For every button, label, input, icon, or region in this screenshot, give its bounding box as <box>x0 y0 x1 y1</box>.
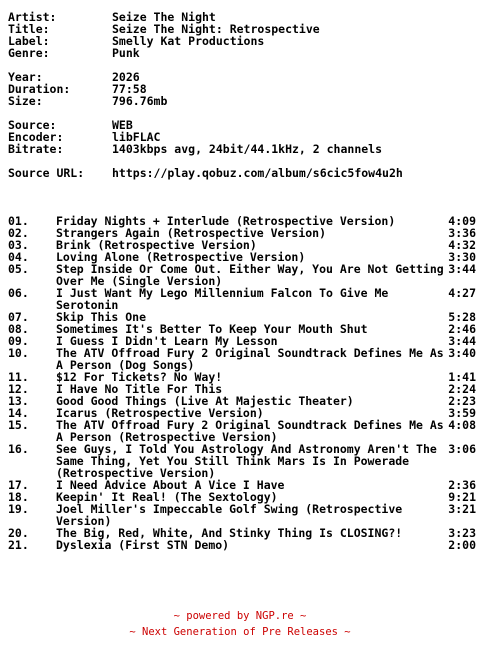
track-title: I Have No Title For This <box>56 382 223 396</box>
track-number: 15. <box>8 418 29 432</box>
track-title: Joel Miller's Impeccable Golf Swing (Retrospective Version) <box>56 502 403 528</box>
metadata-key: Title: <box>8 22 50 36</box>
metadata-value: 2026 <box>112 70 140 84</box>
metadata-key: Encoder: <box>8 130 64 144</box>
track-number: 10. <box>8 346 29 360</box>
track-row <box>8 419 476 443</box>
track-duration: 3:44 <box>448 262 476 276</box>
track-title: Loving Alone (Retrospective Version) <box>56 250 306 264</box>
metadata-row <box>8 47 476 59</box>
metadata-value: libFLAC <box>112 130 161 144</box>
track-number: 19. <box>8 502 29 516</box>
spacer <box>8 59 476 71</box>
track-title: Good Good Things (Live At Majestic Theater) <box>56 394 354 408</box>
track-title: The ATV Offroad Fury 2 Original Soundtrack Defines Me As A Person (Retrospective Version) <box>56 418 444 444</box>
nfo-document <box>8 11 476 551</box>
track-title: Strangers Again (Retrospective Version) <box>56 226 327 240</box>
track-duration: 3:59 <box>448 406 476 420</box>
track-number: 05. <box>8 262 29 276</box>
track-title: The Big, Red, White, And Stinky Thing Is CLOSING?! <box>56 526 403 540</box>
track-duration: 2:36 <box>448 478 476 492</box>
metadata-key: Duration: <box>8 82 71 96</box>
source-url-key: Source URL: <box>8 166 85 180</box>
metadata-key: Size: <box>8 94 43 108</box>
track-number: 09. <box>8 334 29 348</box>
track-row <box>8 347 476 371</box>
source-url-value[interactable]: https://play.qobuz.com/album/s6cic5fow4u2h <box>112 166 403 180</box>
track-row <box>8 263 476 287</box>
track-number: 06. <box>8 286 29 300</box>
metadata-row <box>8 119 476 131</box>
metadata-value: 77:58 <box>112 82 147 96</box>
track-row <box>8 503 476 527</box>
metadata-row <box>8 95 476 107</box>
track-duration: 3:23 <box>448 526 476 540</box>
metadata-value: 1403kbps avg, 24bit/44.1kHz, 2 channels <box>112 142 383 156</box>
spacer <box>8 191 476 203</box>
metadata-block-2 <box>8 71 476 107</box>
metadata-row <box>8 143 476 155</box>
track-number: 21. <box>8 538 29 552</box>
metadata-key: Label: <box>8 34 50 48</box>
track-duration: 2:24 <box>448 382 476 396</box>
track-title: I Need Advice About A Vice I Have <box>56 478 285 492</box>
metadata-value: WEB <box>112 118 133 132</box>
track-duration: 3:21 <box>448 502 476 516</box>
footer-line-1 <box>0 608 480 624</box>
spacer <box>8 107 476 119</box>
track-duration: 1:41 <box>448 370 476 384</box>
footer <box>0 608 480 640</box>
metadata-value: Smelly Kat Productions <box>112 34 265 48</box>
track-number: 07. <box>8 310 29 324</box>
track-title: Brink (Retrospective Version) <box>56 238 257 252</box>
track-title: I Guess I Didn't Learn My Lesson <box>56 334 278 348</box>
track-duration: 5:28 <box>448 310 476 324</box>
track-number: 12. <box>8 382 29 396</box>
track-number: 17. <box>8 478 29 492</box>
metadata-row <box>8 71 476 83</box>
track-row <box>8 539 476 551</box>
track-title: $12 For Tickets? No Way! <box>56 370 223 384</box>
spacer <box>8 179 476 191</box>
ngp-link[interactable]: NGP.re <box>255 610 294 622</box>
metadata-key: Source: <box>8 118 57 132</box>
metadata-value: Seize The Night <box>112 10 216 24</box>
track-title: Friday Nights + Interlude (Retrospective Version) <box>56 214 396 228</box>
track-title: See Guys, I Told You Astrology And Astronomy Aren't The Same Thing, Yet You Still Think Mars Is In Powerade (Retrospective Version) <box>56 442 437 480</box>
track-duration: 3:40 <box>448 346 476 360</box>
track-duration: 4:27 <box>448 286 476 300</box>
track-number: 14. <box>8 406 29 420</box>
track-duration: 9:21 <box>448 490 476 504</box>
track-row <box>8 287 476 311</box>
track-number: 02. <box>8 226 29 240</box>
track-number: 01. <box>8 214 29 228</box>
footer-suffix: ~ <box>293 610 307 622</box>
track-duration: 3:44 <box>448 334 476 348</box>
track-duration: 3:06 <box>448 442 476 456</box>
track-title: Keepin' It Real! (The Sextology) <box>56 490 278 504</box>
metadata-block <box>8 11 476 59</box>
track-duration: 4:09 <box>448 214 476 228</box>
track-title: Step Inside Or Come Out. Either Way, You Are Not Getting Over Me (Single Version) <box>56 262 444 288</box>
track-duration: 2:00 <box>448 538 476 552</box>
track-title: Skip This One <box>56 310 147 324</box>
track-number: 03. <box>8 238 29 252</box>
track-number: 18. <box>8 490 29 504</box>
metadata-key: Genre: <box>8 46 50 60</box>
metadata-block-3 <box>8 119 476 155</box>
metadata-value: Punk <box>112 46 140 60</box>
track-duration: 3:30 <box>448 250 476 264</box>
track-duration: 3:36 <box>448 226 476 240</box>
track-title: The ATV Offroad Fury 2 Original Soundtrack Defines Me As A Person (Dog Songs) <box>56 346 444 372</box>
metadata-key: Artist: <box>8 10 57 24</box>
footer-line-2: ~ Next Generation of Pre Releases ~ <box>129 626 351 638</box>
track-number: 04. <box>8 250 29 264</box>
tracklist <box>8 215 476 551</box>
source-url-row <box>8 167 476 179</box>
track-row <box>8 443 476 479</box>
track-title: Sometimes It's Better To Keep Your Mouth Shut <box>56 322 368 336</box>
track-duration: 4:32 <box>448 238 476 252</box>
track-duration: 2:23 <box>448 394 476 408</box>
metadata-key: Bitrate: <box>8 142 64 156</box>
track-duration: 2:46 <box>448 322 476 336</box>
metadata-row <box>8 83 476 95</box>
track-duration: 4:08 <box>448 418 476 432</box>
track-number: 08. <box>8 322 29 336</box>
track-number: 11. <box>8 370 29 384</box>
track-title: I Just Want My Lego Millennium Falcon To Give Me Serotonin <box>56 286 389 312</box>
track-title: Dyslexia (First STN Demo) <box>56 538 230 552</box>
footer-prefix: ~ powered by <box>173 610 256 622</box>
track-number: 13. <box>8 394 29 408</box>
metadata-value: 796.76mb <box>112 94 168 108</box>
metadata-row <box>8 35 476 47</box>
track-number: 16. <box>8 442 29 456</box>
track-number: 20. <box>8 526 29 540</box>
metadata-value: Seize The Night: Retrospective <box>112 22 320 36</box>
track-title: Icarus (Retrospective Version) <box>56 406 264 420</box>
metadata-key: Year: <box>8 70 43 84</box>
